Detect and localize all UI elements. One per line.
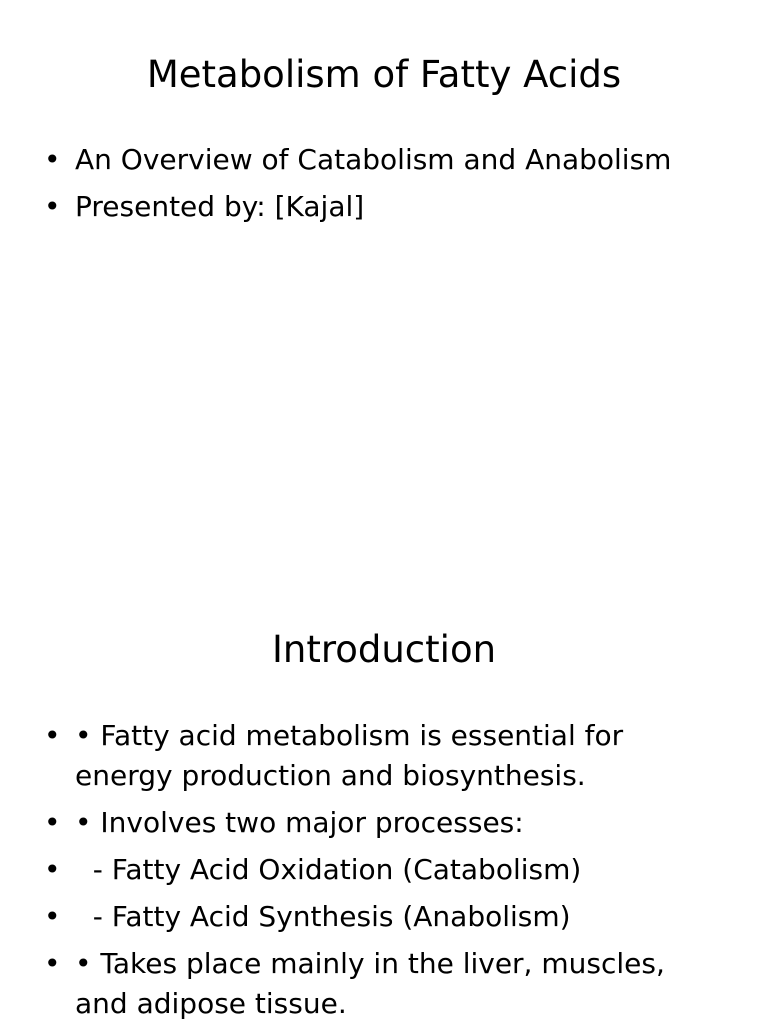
bullet-item bbox=[0, 944, 768, 1024]
bullet-item bbox=[0, 897, 768, 937]
bullet-text: An Overview of Catabolism and Anabolism bbox=[75, 143, 672, 176]
bullet-item bbox=[0, 803, 768, 843]
bullet-item bbox=[0, 140, 768, 180]
bullet-list bbox=[0, 140, 768, 234]
bullet-dot-icon: • bbox=[44, 947, 61, 980]
bullet-list bbox=[0, 716, 768, 1024]
slide-title: Metabolism of Fatty Acids bbox=[146, 53, 622, 96]
bullet-text: - Fatty Acid Oxidation (Catabolism) bbox=[75, 853, 582, 886]
bullet-text: Presented by: [Kajal] bbox=[75, 190, 365, 223]
bullet-item bbox=[0, 187, 768, 227]
slide-2 bbox=[0, 576, 768, 1024]
bullet-item bbox=[0, 850, 768, 890]
bullet-item bbox=[0, 716, 768, 796]
bullet-text: • Takes place mainly in the liver, muscles, and adipose tissue. bbox=[75, 947, 665, 1020]
slide-title: Introduction bbox=[271, 628, 497, 671]
bullet-dot-icon: • bbox=[44, 900, 61, 933]
bullet-text: - Fatty Acid Synthesis (Anabolism) bbox=[75, 900, 571, 933]
bullet-text: • Involves two major processes: bbox=[75, 806, 524, 839]
bullet-dot-icon: • bbox=[44, 719, 61, 752]
bullet-dot-icon: • bbox=[44, 853, 61, 886]
bullet-dot-icon: • bbox=[44, 190, 61, 223]
bullet-dot-icon: • bbox=[44, 143, 61, 176]
bullet-text: • Fatty acid metabolism is essential for energy production and biosynthesis. bbox=[75, 719, 624, 792]
bullet-dot-icon: • bbox=[44, 806, 61, 839]
